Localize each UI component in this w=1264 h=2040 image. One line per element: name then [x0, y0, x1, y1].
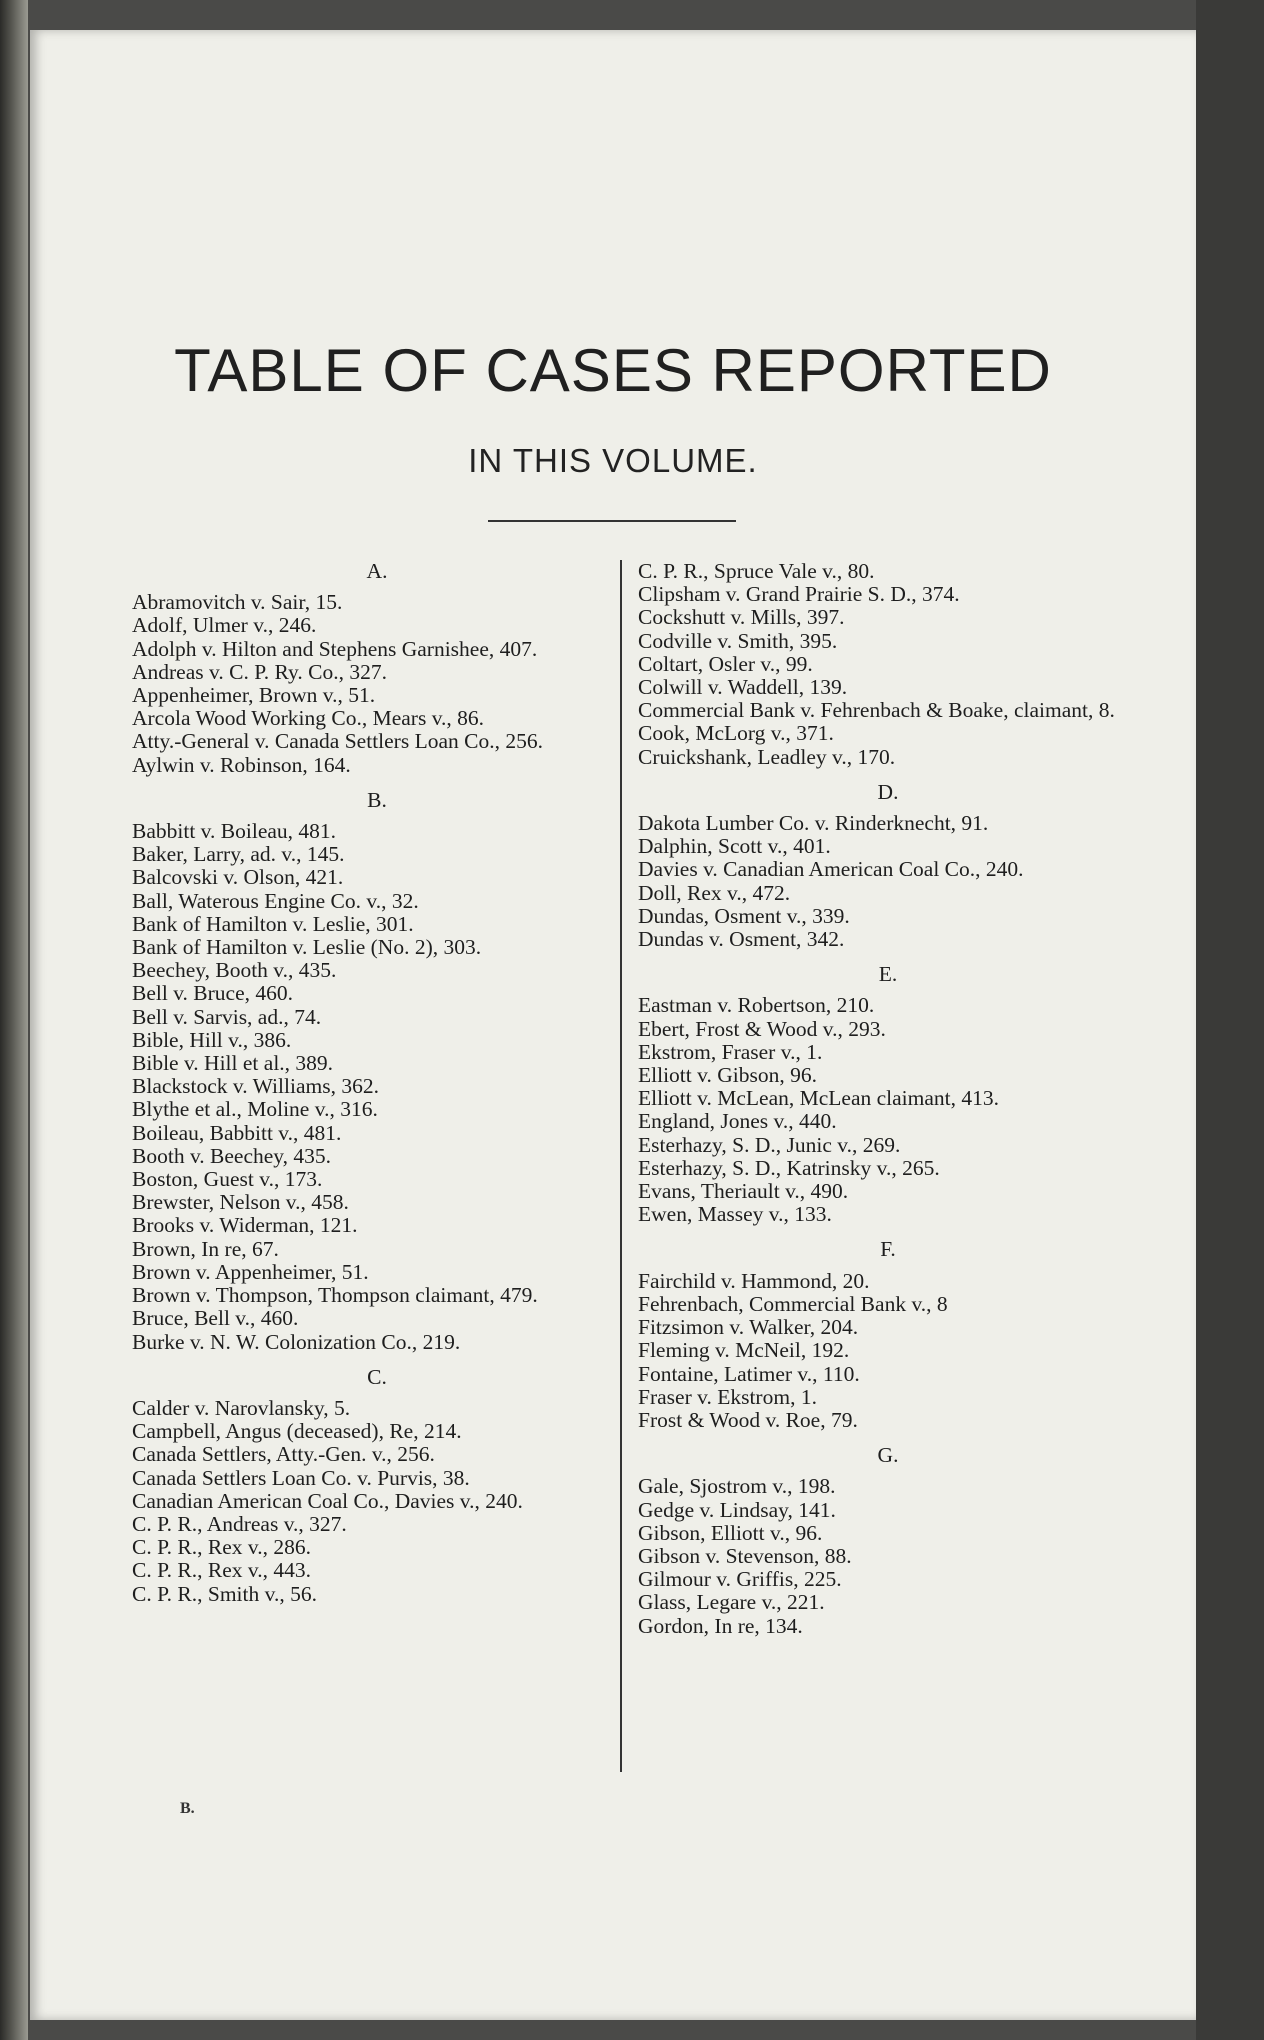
case-entry: Dundas, Osment v., 339.: [638, 903, 850, 928]
book-spine-edge: [0, 0, 28, 2040]
case-entry: Canada Settlers Loan Co. v. Purvis, 38.: [132, 1465, 470, 1490]
case-entry: Eastman v. Robertson, 210.: [638, 993, 875, 1018]
case-entry: Gale, Sjostrom v., 198.: [638, 1474, 836, 1499]
case-entry: Dakota Lumber Co. v. Rinderknecht, 91.: [638, 811, 989, 836]
section-letter: D.: [877, 779, 899, 804]
page-subtitle: IN THIS VOLUME.: [468, 442, 758, 479]
page-title: TABLE OF CASES REPORTED: [174, 337, 1052, 404]
case-entry: Blythe et al., Moline v., 316.: [132, 1097, 378, 1122]
document-page: [30, 30, 1196, 2020]
case-entry: Gedge v. Lindsay, 141.: [638, 1497, 836, 1522]
case-entry: Fontaine, Latimer v., 110.: [638, 1361, 860, 1386]
case-entry: Calder v. Narovlansky, 5.: [132, 1395, 351, 1420]
scan-background: [1196, 0, 1264, 2040]
case-entry: Fitzsimon v. Walker, 204.: [638, 1315, 859, 1340]
case-entry: Fleming v. McNeil, 192.: [638, 1338, 850, 1363]
case-entry: Boileau, Babbitt v., 481.: [132, 1120, 342, 1145]
case-entry: Dundas v. Osment, 342.: [638, 927, 845, 952]
case-entry: Baker, Larry, ad. v., 145.: [132, 842, 345, 867]
case-entry: Gibson v. Stevenson, 88.: [638, 1543, 852, 1568]
section-letter: E.: [878, 962, 898, 987]
case-entry: Burke v. N. W. Colonization Co., 219.: [132, 1329, 461, 1354]
case-entry: Ekstrom, Fraser v., 1.: [638, 1039, 823, 1064]
case-entry: Gordon, In re, 134.: [638, 1613, 803, 1638]
case-entry: Aylwin v. Robinson, 164.: [132, 752, 351, 777]
case-entry: Booth v. Beechey, 435.: [132, 1143, 332, 1168]
case-entry: Boston, Guest v., 173.: [132, 1167, 323, 1192]
case-entry: Cockshutt v. Mills, 397.: [638, 605, 845, 630]
case-entry: Fraser v. Ekstrom, 1.: [638, 1384, 817, 1409]
case-entry: Bell v. Bruce, 460.: [132, 981, 294, 1006]
case-entry: Codville v. Smith, 395.: [638, 628, 838, 653]
case-entry: Arcola Wood Working Co., Mears v., 86.: [132, 706, 485, 731]
section-letter: C.: [367, 1364, 387, 1389]
case-entry: Bank of Hamilton v. Leslie (No. 2), 303.: [132, 935, 482, 960]
case-entry: Adolph v. Hilton and Stephens Garnishee, 407.: [132, 636, 538, 661]
case-entry: Brown v. Appenheimer, 51.: [132, 1259, 369, 1284]
case-entry: Coltart, Osler v., 99.: [638, 651, 813, 676]
section-letter: G.: [877, 1443, 899, 1468]
section-letter: A.: [366, 559, 388, 583]
case-entry: Gilmour v. Griffis, 225.: [638, 1567, 842, 1592]
case-entry: Balcovski v. Olson, 421.: [132, 865, 344, 890]
case-entry: Ebert, Frost & Wood v., 293.: [638, 1016, 886, 1041]
case-entry: Commercial Bank v. Fehrenbach & Boake, claimant, 8.: [638, 698, 1115, 723]
case-entry: Fehrenbach, Commercial Bank v., 8: [638, 1291, 948, 1316]
case-entry: C. P. R., Spruce Vale v., 80.: [638, 559, 875, 583]
case-entry: Evans, Theriault v., 490.: [638, 1179, 849, 1204]
case-entry: Cook, McLorg v., 371.: [638, 721, 834, 746]
case-entry: Brown v. Thompson, Thompson claimant, 479.: [132, 1283, 538, 1308]
case-entry: C. P. R., Rex v., 443.: [132, 1558, 311, 1583]
case-entry: Davies v. Canadian American Coal Co., 240.: [638, 857, 1024, 882]
case-entry: Atty.-General v. Canada Settlers Loan Co., 256.: [132, 729, 543, 754]
case-entry: Bible, Hill v., 386.: [132, 1027, 292, 1052]
case-entry: Esterhazy, S. D., Katrinsky v., 265.: [638, 1155, 940, 1180]
left-column: [132, 560, 622, 1606]
case-entry: Canada Settlers, Atty.-Gen. v., 256.: [132, 1442, 435, 1467]
case-entry: Esterhazy, S. D., Junic v., 269.: [638, 1132, 901, 1157]
case-entry: England, Jones v., 440.: [638, 1109, 837, 1134]
case-entry: C. P. R., Rex v., 286.: [132, 1535, 311, 1560]
case-entry: Appenheimer, Brown v., 51.: [132, 683, 376, 708]
case-entry: Gibson, Elliott v., 96.: [638, 1520, 823, 1545]
case-entry: Ewen, Massey v., 133.: [638, 1202, 832, 1227]
case-entry: Bible v. Hill et al., 389.: [132, 1051, 334, 1076]
case-entry: Cruickshank, Leadley v., 170.: [638, 744, 896, 769]
case-entry: Brooks v. Widerman, 121.: [132, 1213, 358, 1238]
case-entry: Bruce, Bell v., 460.: [132, 1306, 299, 1331]
case-entry: Elliott v. Gibson, 96.: [638, 1063, 817, 1088]
case-entry: Canadian American Coal Co., Davies v., 240.: [132, 1488, 523, 1513]
case-entry: Beechey, Booth v., 435.: [132, 958, 337, 983]
case-entry: Babbitt v. Boileau, 481.: [132, 819, 337, 844]
case-entry: Adolf, Ulmer v., 246.: [132, 613, 317, 638]
case-entry: Brown, In re, 67.: [132, 1236, 279, 1261]
case-entry: Colwill v. Waddell, 139.: [638, 675, 848, 700]
case-entry: Abramovitch v. Sair, 15.: [132, 590, 343, 615]
section-letter: B.: [367, 787, 387, 812]
case-entry: Bell v. Sarvis, ad., 74.: [132, 1004, 322, 1029]
section-letter: F.: [880, 1237, 896, 1262]
case-entry: Fairchild v. Hammond, 20.: [638, 1268, 870, 1293]
case-entry: Doll, Rex v., 472.: [638, 880, 791, 905]
case-entry: Dalphin, Scott v., 401.: [638, 834, 831, 859]
case-entry: Andreas v. C. P. Ry. Co., 327.: [132, 659, 387, 684]
case-entry: Ball, Waterous Engine Co. v., 32.: [132, 888, 419, 913]
case-entry: Elliott v. McLean, McLean claimant, 413.: [638, 1086, 1000, 1111]
case-entry: C. P. R., Andreas v., 327.: [132, 1511, 347, 1536]
case-entry: Glass, Legare v., 221.: [638, 1590, 825, 1615]
case-entry: Campbell, Angus (deceased), Re, 214.: [132, 1419, 462, 1444]
case-entry: Blackstock v. Williams, 362.: [132, 1074, 379, 1099]
right-column: [620, 560, 1138, 1772]
case-entry: Brewster, Nelson v., 458.: [132, 1190, 349, 1215]
case-entry: Clipsham v. Grand Prairie S. D., 374.: [638, 582, 960, 607]
signature-mark: B.: [180, 1800, 195, 1817]
case-entry: Bank of Hamilton v. Leslie, 301.: [132, 911, 414, 936]
case-entry: Frost & Wood v. Roe, 79.: [638, 1407, 858, 1432]
title-divider: [488, 520, 736, 522]
case-entry: C. P. R., Smith v., 56.: [132, 1581, 317, 1606]
